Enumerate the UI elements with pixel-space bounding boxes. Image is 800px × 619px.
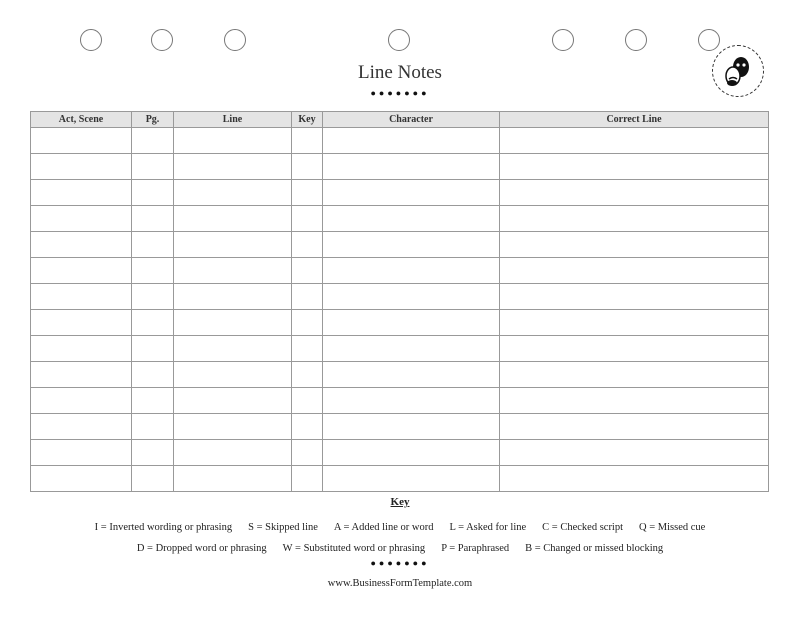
table-row xyxy=(31,284,769,310)
table-cell[interactable] xyxy=(132,284,174,310)
table-cell[interactable] xyxy=(292,310,323,336)
binder-hole xyxy=(80,29,102,51)
title-divider-dots: ●●●●●●● xyxy=(370,88,430,98)
table-cell[interactable] xyxy=(31,310,132,336)
key-entry: S = Skipped line xyxy=(248,522,318,533)
table-cell[interactable] xyxy=(174,128,292,154)
binder-hole xyxy=(625,29,647,51)
table-cell[interactable] xyxy=(31,284,132,310)
table-cell[interactable] xyxy=(132,388,174,414)
key-entry: B = Changed or missed blocking xyxy=(525,543,664,554)
table-cell[interactable] xyxy=(323,154,500,180)
table-cell[interactable] xyxy=(292,180,323,206)
binder-hole xyxy=(388,29,410,51)
table-cell[interactable] xyxy=(292,284,323,310)
key-entry: D = Dropped word or phrasing xyxy=(136,543,267,554)
table-cell[interactable] xyxy=(174,284,292,310)
table-cell[interactable] xyxy=(500,440,769,466)
table-cell[interactable] xyxy=(174,414,292,440)
table-cell[interactable] xyxy=(31,414,132,440)
table-cell[interactable] xyxy=(132,154,174,180)
website-url: www.BusinessFormTemplate.com xyxy=(327,578,473,589)
table-cell[interactable] xyxy=(292,440,323,466)
table-cell[interactable] xyxy=(31,440,132,466)
table-cell[interactable] xyxy=(132,362,174,388)
column-header: Act, Scene xyxy=(31,112,132,128)
table-cell[interactable] xyxy=(31,154,132,180)
table-cell[interactable] xyxy=(174,440,292,466)
table-cell[interactable] xyxy=(292,258,323,284)
table-cell[interactable] xyxy=(132,206,174,232)
key-entry: I = Inverted wording or phrasing xyxy=(94,522,233,533)
table-cell[interactable] xyxy=(323,284,500,310)
key-entry: A = Added line or word xyxy=(333,522,434,533)
table-cell[interactable] xyxy=(292,414,323,440)
table-row xyxy=(31,362,769,388)
key-entry: L = Asked for line xyxy=(449,522,527,533)
table-cell[interactable] xyxy=(174,206,292,232)
table-row xyxy=(31,414,769,440)
page-title: Line Notes xyxy=(358,62,442,83)
table-row xyxy=(31,440,769,466)
table-cell[interactable] xyxy=(500,414,769,440)
table-cell[interactable] xyxy=(500,232,769,258)
table-cell[interactable] xyxy=(174,154,292,180)
table-cell[interactable] xyxy=(292,206,323,232)
table-cell[interactable] xyxy=(323,180,500,206)
key-divider-dots: ●●●●●●● xyxy=(370,558,430,568)
key-row-2 xyxy=(0,543,800,554)
table-cell[interactable] xyxy=(31,258,132,284)
table-row xyxy=(31,206,769,232)
table-cell[interactable] xyxy=(500,258,769,284)
table-cell[interactable] xyxy=(174,336,292,362)
table-cell[interactable] xyxy=(323,128,500,154)
table-cell[interactable] xyxy=(31,388,132,414)
table-cell[interactable] xyxy=(174,362,292,388)
table-cell[interactable] xyxy=(31,232,132,258)
table-cell[interactable] xyxy=(323,258,500,284)
table-cell[interactable] xyxy=(323,206,500,232)
table-row xyxy=(31,154,769,180)
table-cell[interactable] xyxy=(292,388,323,414)
table-cell[interactable] xyxy=(132,128,174,154)
binder-hole xyxy=(552,29,574,51)
table-cell[interactable] xyxy=(174,258,292,284)
table-row xyxy=(31,258,769,284)
key-title: Key xyxy=(390,496,410,508)
table-row xyxy=(31,128,769,154)
table-cell[interactable] xyxy=(31,206,132,232)
line-notes-table xyxy=(30,111,769,492)
table-cell[interactable] xyxy=(132,414,174,440)
table-cell[interactable] xyxy=(500,206,769,232)
table-cell[interactable] xyxy=(132,466,174,492)
table-cell[interactable] xyxy=(174,388,292,414)
table-row xyxy=(31,310,769,336)
table-cell[interactable] xyxy=(500,154,769,180)
column-header: Pg. xyxy=(132,112,174,128)
table-cell[interactable] xyxy=(500,128,769,154)
table-cell[interactable] xyxy=(323,310,500,336)
table-cell[interactable] xyxy=(132,310,174,336)
table-cell[interactable] xyxy=(323,440,500,466)
table-cell[interactable] xyxy=(292,336,323,362)
table-cell[interactable] xyxy=(132,258,174,284)
key-entry: P = Paraphrased xyxy=(441,543,510,554)
table-cell[interactable] xyxy=(31,180,132,206)
table-row xyxy=(31,180,769,206)
table-cell[interactable] xyxy=(500,284,769,310)
table-cell[interactable] xyxy=(500,388,769,414)
key-entry: W = Substituted word or phrasing xyxy=(282,543,426,554)
table-row xyxy=(31,232,769,258)
binder-hole xyxy=(698,29,720,51)
table-cell[interactable] xyxy=(500,466,769,492)
table-cell[interactable] xyxy=(174,310,292,336)
table-row xyxy=(31,388,769,414)
table-cell[interactable] xyxy=(292,362,323,388)
key-entry: C = Checked script xyxy=(542,522,624,533)
table-cell[interactable] xyxy=(31,362,132,388)
table-cell[interactable] xyxy=(132,336,174,362)
table-row xyxy=(31,336,769,362)
binder-hole xyxy=(151,29,173,51)
table-cell[interactable] xyxy=(323,466,500,492)
table-cell[interactable] xyxy=(292,154,323,180)
table-cell[interactable] xyxy=(31,128,132,154)
table-cell[interactable] xyxy=(323,336,500,362)
table-cell[interactable] xyxy=(323,362,500,388)
column-header: Correct Line xyxy=(500,112,769,128)
key-row-1 xyxy=(0,522,800,533)
table-cell[interactable] xyxy=(500,310,769,336)
column-header: Key xyxy=(292,112,323,128)
table-cell[interactable] xyxy=(292,466,323,492)
table-cell[interactable] xyxy=(31,336,132,362)
table-cell[interactable] xyxy=(174,180,292,206)
table-cell[interactable] xyxy=(132,232,174,258)
table-cell[interactable] xyxy=(31,466,132,492)
table-cell[interactable] xyxy=(174,232,292,258)
table-cell[interactable] xyxy=(323,414,500,440)
table-cell[interactable] xyxy=(132,180,174,206)
table-cell[interactable] xyxy=(500,362,769,388)
table-cell[interactable] xyxy=(174,466,292,492)
table-cell[interactable] xyxy=(500,180,769,206)
column-header: Character xyxy=(323,112,500,128)
column-header: Line xyxy=(174,112,292,128)
table-cell[interactable] xyxy=(292,232,323,258)
table-cell[interactable] xyxy=(323,232,500,258)
binder-hole xyxy=(224,29,246,51)
key-entry: Q = Missed cue xyxy=(639,522,706,533)
table-cell[interactable] xyxy=(292,128,323,154)
table-cell[interactable] xyxy=(500,336,769,362)
table-row xyxy=(31,466,769,492)
table-cell[interactable] xyxy=(132,440,174,466)
table-cell[interactable] xyxy=(323,388,500,414)
